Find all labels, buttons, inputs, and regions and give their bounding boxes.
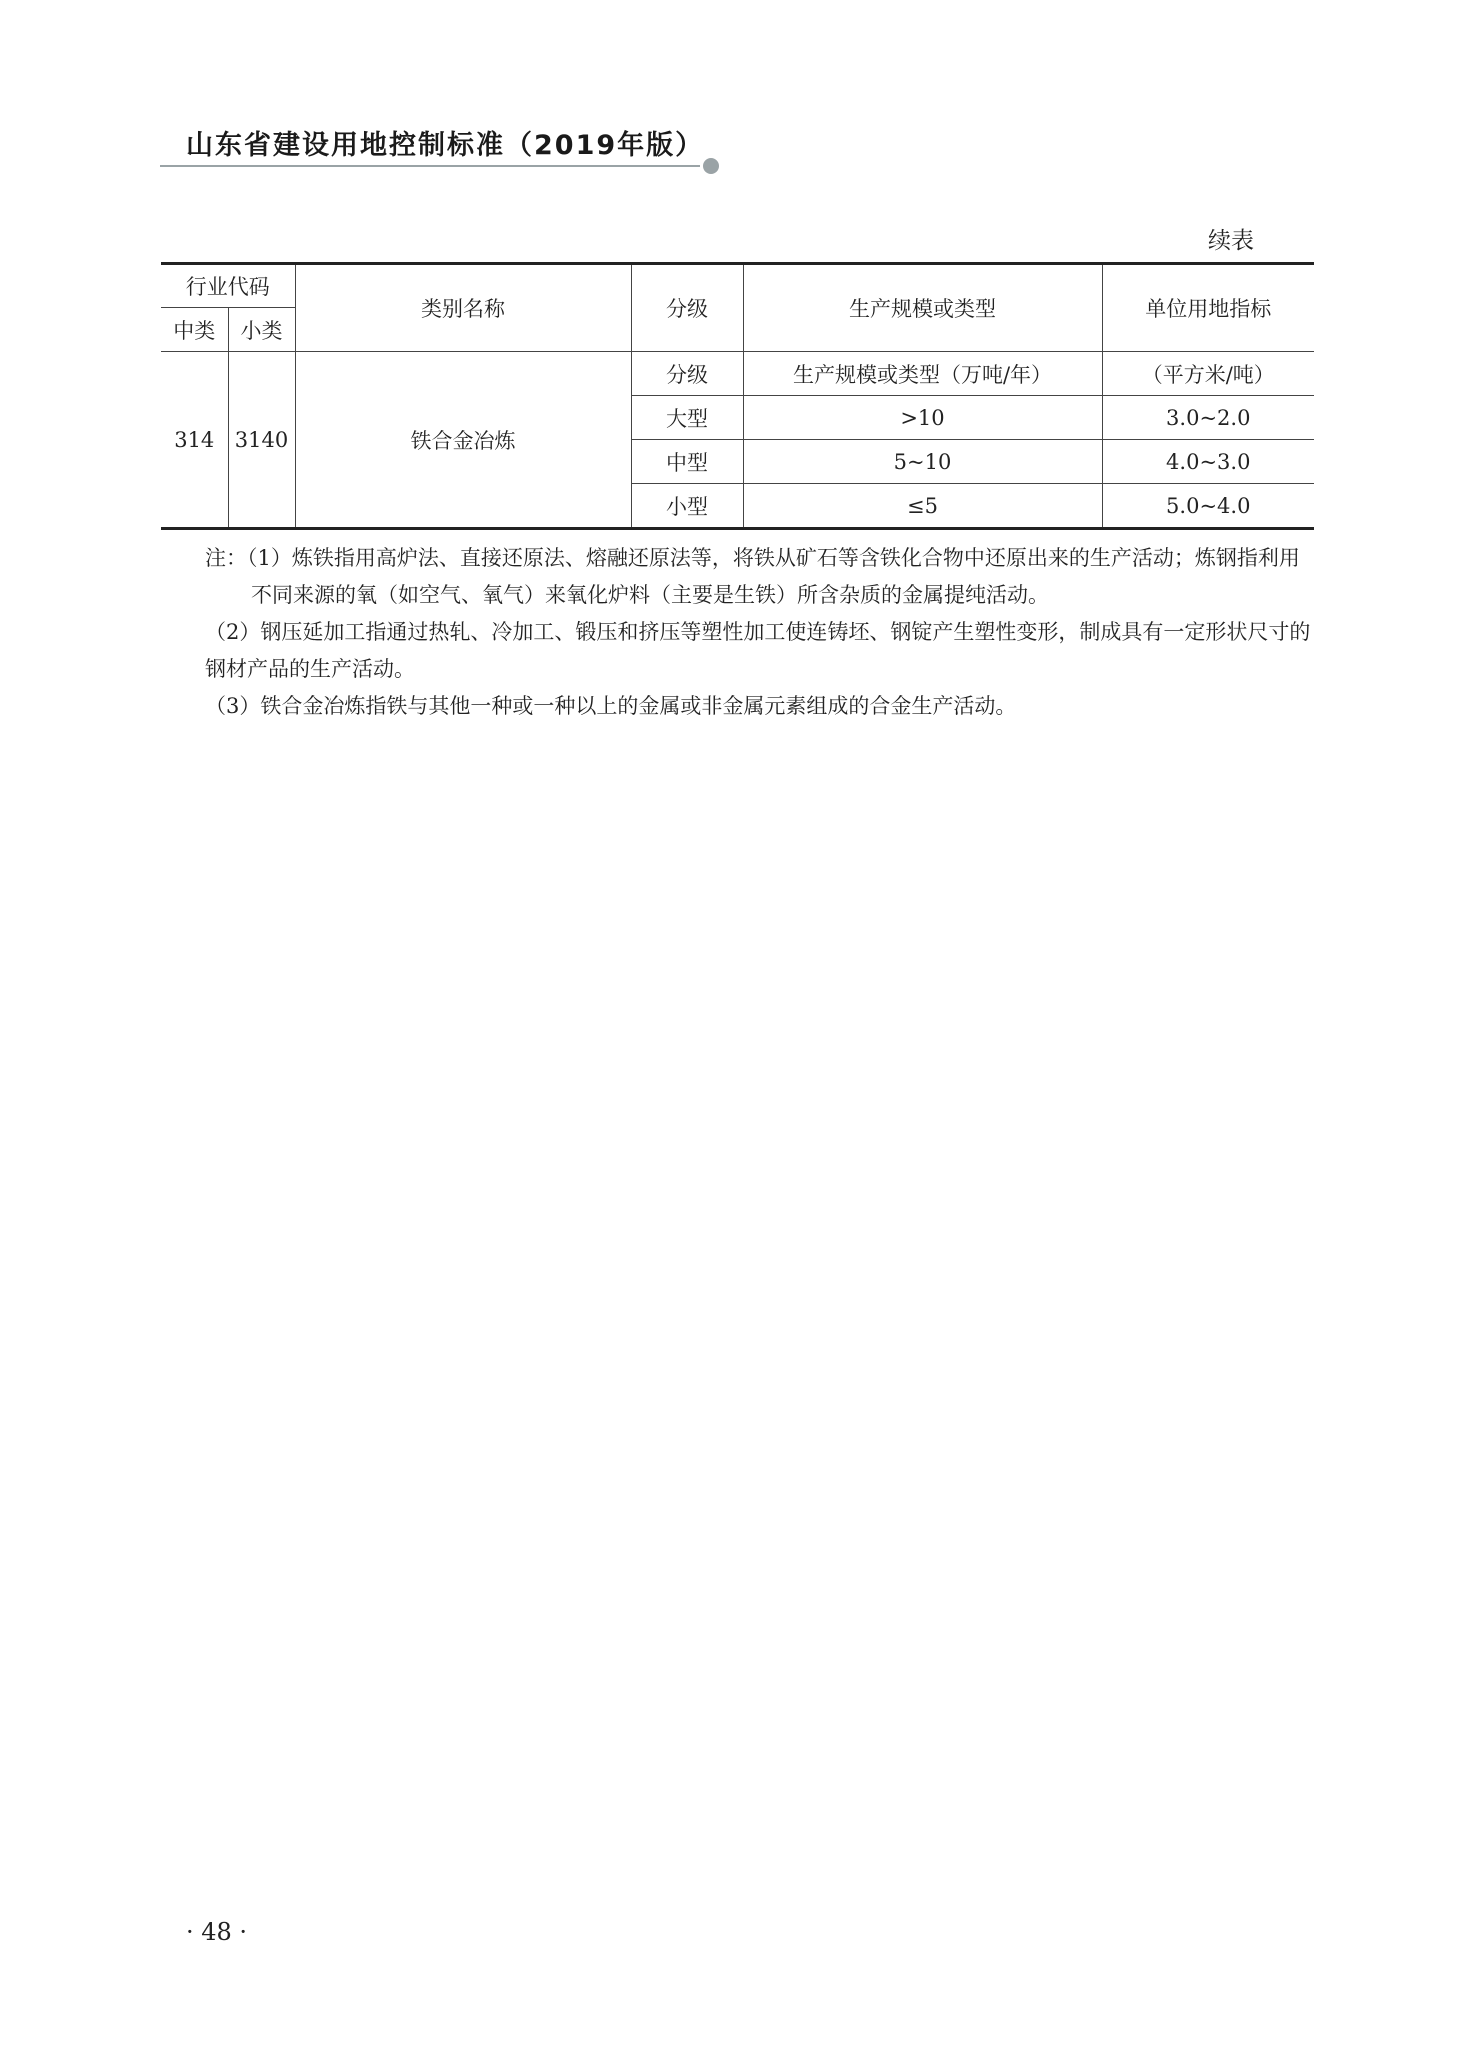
cell-unit-index: （平方米/吨）	[1102, 352, 1314, 396]
table-row	[161, 352, 1314, 396]
header-middle-class: 中类	[161, 308, 228, 352]
cell-index: 3.0~2.0	[1102, 396, 1314, 440]
table-notes	[205, 540, 1315, 725]
cell-middle-code: 314	[161, 352, 228, 529]
cell-scale: 5~10	[743, 440, 1102, 484]
cell-grade: 小型	[631, 484, 743, 529]
cell-grade: 中型	[631, 440, 743, 484]
cell-category-name: 铁合金冶炼	[295, 352, 631, 529]
header-industry-code: 行业代码	[161, 264, 295, 308]
header-small-class: 小类	[228, 308, 295, 352]
header-land-index: 单位用地指标	[1102, 264, 1314, 352]
cell-index: 4.0~3.0	[1102, 440, 1314, 484]
header-dot-ornament	[703, 158, 719, 174]
header-scale-type: 生产规模或类型	[743, 264, 1102, 352]
cell-unit-scale: 生产规模或类型（万吨/年）	[743, 352, 1102, 396]
running-header-title: 山东省建设用地控制标准（2019年版）	[186, 130, 705, 161]
cell-small-code: 3140	[228, 352, 295, 529]
header-grade: 分级	[631, 264, 743, 352]
cell-scale: >10	[743, 396, 1102, 440]
continued-table-label: 续表	[1208, 228, 1254, 254]
cell-scale: ≤5	[743, 484, 1102, 529]
header-category-name: 类别名称	[295, 264, 631, 352]
cell-index: 5.0~4.0	[1102, 484, 1314, 529]
header-rule	[160, 165, 700, 167]
note-3: （3）铁合金冶炼指铁与其他一种或一种以上的金属或非金属元素组成的合金生产活动。	[205, 694, 1017, 718]
note-1: 注：（1）炼铁指用高炉法、直接还原法、熔融还原法等，将铁从矿石等含铁化合物中还原出来的生产活动；炼钢指利用不同来源的氧（如空气、氧气）来氧化炉料（主要是生铁）所含杂质的金属提纯活动。	[205, 546, 1300, 607]
cell-unit-grade: 分级	[631, 352, 743, 396]
table-header-row-1	[161, 264, 1314, 308]
land-use-standard-table	[161, 262, 1314, 530]
page-number: · 48 ·	[186, 1918, 248, 1946]
note-2: （2）钢压延加工指通过热轧、冷加工、锻压和挤压等塑性加工使连铸坯、钢锭产生塑性变形，制成具有一定形状尺寸的钢材产品的生产活动。	[205, 620, 1311, 681]
cell-grade: 大型	[631, 396, 743, 440]
